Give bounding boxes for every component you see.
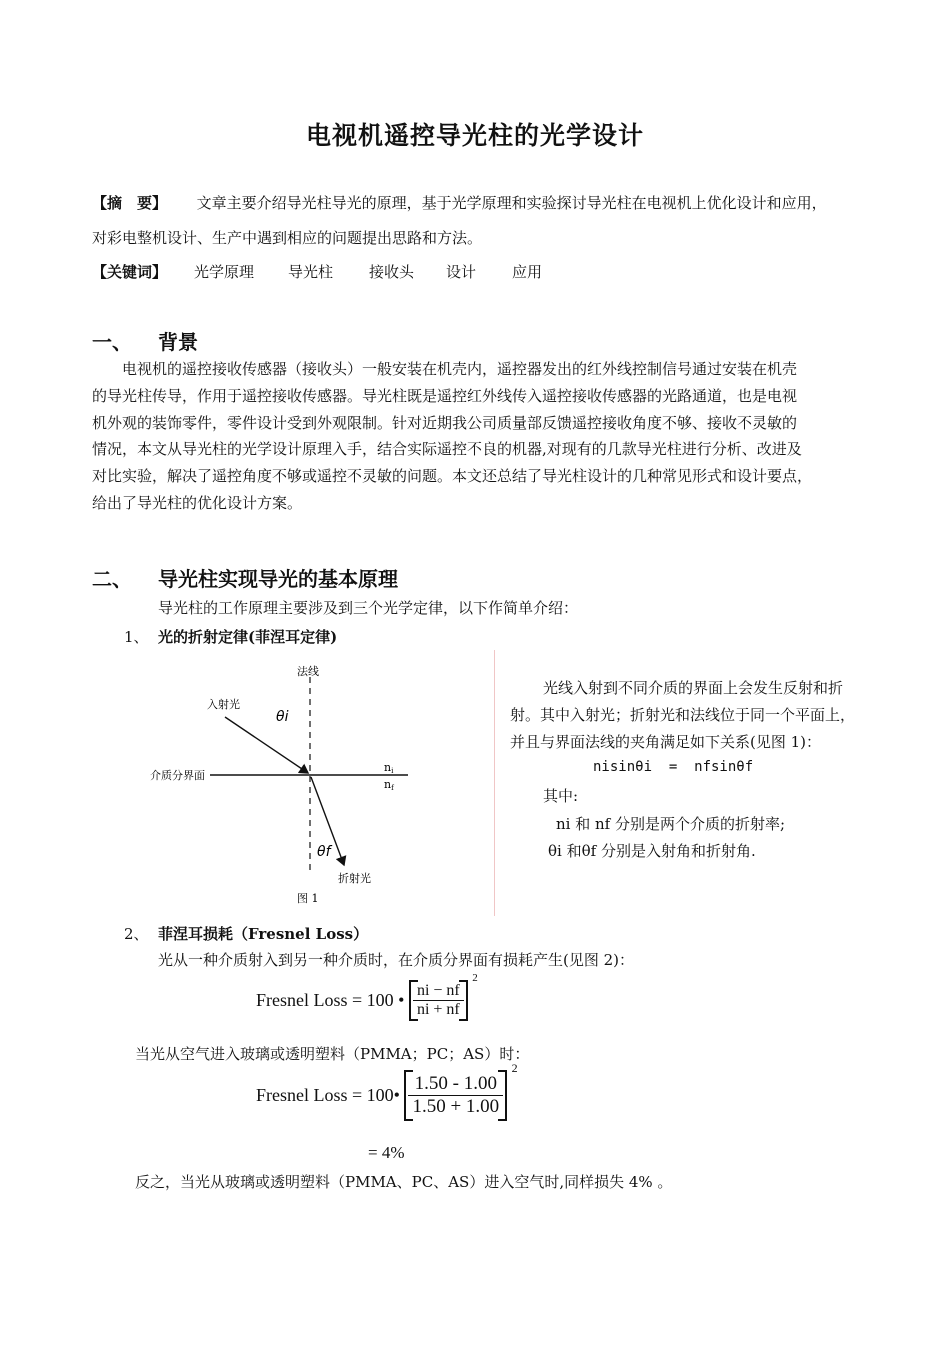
theta-i-label: θi	[276, 709, 289, 725]
body-line: 电视机的遥控接收传感器（接收头）一般安装在机壳内，遥控器发出的红外线控制信号通过安装在机壳	[122, 360, 798, 378]
side-line-3: 并且与界面法线的夹角满足如下关系(见图 1)：	[510, 733, 822, 751]
eq2-lhs: Fresnel Loss = 100•	[256, 1085, 400, 1105]
eq2-exponent: 2	[511, 1060, 518, 1075]
incident-label: 入射光	[207, 698, 240, 711]
body-line: 给出了导光柱的优化设计方案。	[92, 493, 303, 512]
keyword-item: 光学原理	[194, 263, 255, 281]
air-to-glass-text: 当光从空气进入玻璃或透明塑料（PMMA；PC；AS）时：	[135, 1045, 530, 1063]
eq2-bracket	[404, 1070, 507, 1121]
sub-1-heading: 光的折射定律(菲涅耳定律)	[158, 628, 338, 646]
eq1-denominator: ni + nf	[416, 1001, 460, 1018]
sub-1-number: 1、	[124, 628, 149, 646]
loss-intro: 光从一种介质射入到另一种介质时，在介质分界面有损耗产生(见图 2)：	[158, 951, 635, 969]
snell-formula: nisinθi = nfsinθf	[593, 759, 754, 775]
theta-f-label: θf	[317, 844, 331, 860]
interface-label: 介质分界面	[150, 769, 205, 782]
body-line: 机外观的装饰零件，零件设计受到外观限制。针对近期我公司质量部反馈遥控接收角度不够、接收不灵敏的	[92, 413, 798, 432]
section-1-heading: 背景	[158, 330, 198, 354]
abstract-label: 【摘 要】	[92, 194, 168, 212]
section-2-heading: 导光柱实现导光的基本原理	[158, 567, 398, 591]
section-1-body	[92, 356, 882, 517]
figure-1	[150, 655, 420, 914]
keyword-item: 导光柱	[288, 263, 334, 281]
definition-1: ni 和 nf 分别是两个介质的折射率;	[556, 815, 786, 833]
sub-2-heading: 菲涅耳损耗（Fresnel Loss）	[158, 925, 369, 943]
refracted-label: 折射光	[338, 872, 371, 885]
keyword-item: 设计	[446, 263, 477, 281]
keyword-item: 接收头	[369, 263, 415, 281]
incident-ray	[225, 717, 308, 773]
page-title: 电视机遥控导光柱的光学设计	[305, 121, 644, 150]
section-2-number: 二、	[92, 567, 132, 591]
nf-label: nf	[384, 778, 394, 792]
keywords-block	[92, 261, 543, 282]
section-1-number: 一、	[92, 330, 132, 354]
eq1-bracket	[409, 980, 468, 1021]
eq1-exponent: 2	[472, 971, 478, 984]
where-label: 其中:	[543, 787, 579, 805]
body-line: 对比实验，解决了遥控角度不够或遥控不灵敏的问题。本文还总结了导光柱设计的几种常见形式和设计要点，	[92, 467, 813, 486]
normal-label: 法线	[297, 665, 319, 678]
fresnel-equation-1	[256, 971, 478, 1021]
section-2-intro: 导光柱的工作原理主要涉及到三个光学定律，以下作简单介绍：	[158, 599, 579, 617]
column-divider	[494, 650, 495, 916]
definition-2: θi 和θf 分别是入射角和折射角.	[548, 842, 756, 860]
ni-label: ni	[384, 761, 394, 775]
eq2-result: = 4%	[368, 1143, 405, 1162]
eq2-numerator: 1.50 - 1.00	[408, 1073, 503, 1096]
side-line-1: 光线入射到不同介质的界面上会发生反射和折	[543, 679, 844, 697]
body-line: 情况，本文从导光柱的光学设计原理入手，结合实际遥控不良的机器,对现有的几款导光柱进行分析、改进及	[92, 440, 802, 459]
sub-2-number: 2、	[124, 925, 149, 943]
keyword-item: 应用	[512, 263, 543, 281]
eq1-numerator: ni − nf	[413, 982, 464, 1001]
abstract-line-2: 对彩电整机设计、生产中遇到相应的问题提出思路和方法。	[92, 229, 483, 247]
keywords-label: 【关键词】	[92, 263, 168, 281]
body-line: 的导光柱传导，作用于遥控接收传感器。导光柱既是遥控红外线传入遥控接收传感器的光路通道，也是电视	[92, 386, 798, 405]
abstract-block	[92, 192, 827, 213]
side-line-2: 射。其中入射光；折射光和法线位于同一个平面上，	[510, 706, 856, 724]
abstract-line-1: 文章主要介绍导光柱导光的原理，基于光学原理和实验探讨导光柱在电视机上优化设计和应用，	[196, 194, 827, 212]
fresnel-equation-2	[256, 1060, 518, 1121]
reverse-text: 反之，当光从玻璃或透明塑料（PMMA、PC、AS）进入空气时,同样损失 4% 。	[135, 1173, 673, 1191]
eq1-lhs: Fresnel Loss = 100 •	[256, 990, 405, 1010]
figure-caption: 图 1	[297, 892, 319, 905]
eq2-denominator: 1.50 + 1.00	[412, 1096, 500, 1117]
refraction-diagram	[150, 655, 420, 910]
